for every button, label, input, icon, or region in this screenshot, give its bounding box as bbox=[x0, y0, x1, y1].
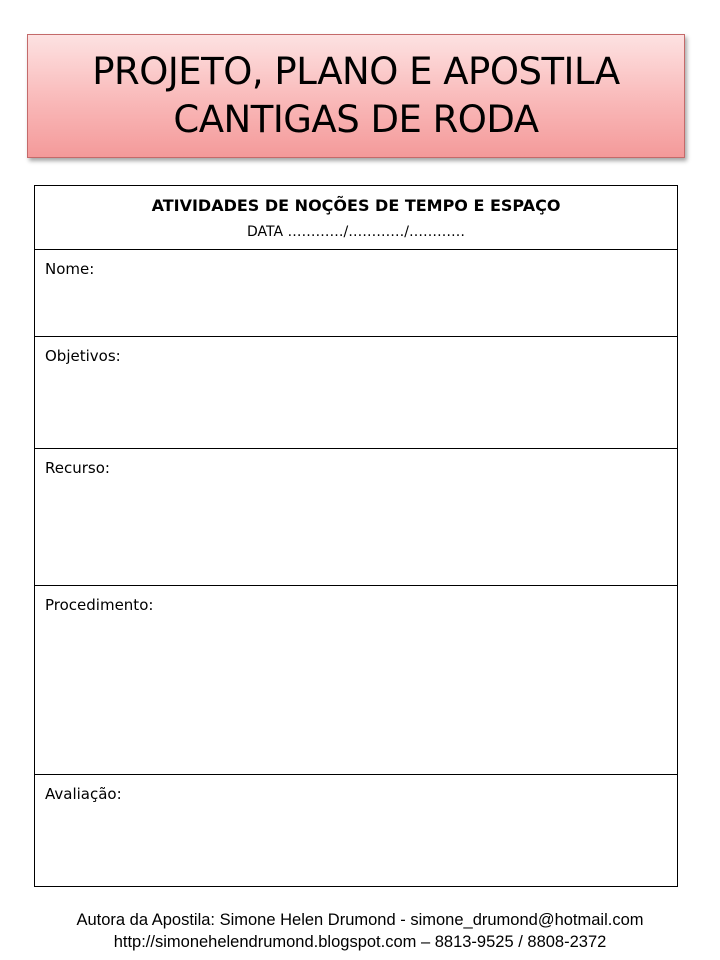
footer-author-line: Autora da Apostila: Simone Helen Drumond - simone_drumond@hotmail.com bbox=[76, 911, 644, 929]
title-banner bbox=[27, 34, 685, 158]
field-label-nome: Nome: bbox=[45, 260, 95, 278]
field-label-procedimento: Procedimento: bbox=[45, 596, 154, 614]
title-line-2: CANTIGAS DE RODA bbox=[173, 98, 539, 141]
field-label-recurso: Recurso: bbox=[45, 459, 110, 477]
footer-contact-line: http://simonehelendrumond.blogspot.com – 8813-9525 / 8808-2372 bbox=[113, 933, 607, 951]
field-label-objetivos: Objetivos: bbox=[45, 347, 121, 365]
field-row-recurso bbox=[35, 449, 677, 586]
author-footer bbox=[0, 909, 720, 953]
field-row-objetivos bbox=[35, 337, 677, 449]
field-label-avaliacao: Avaliação: bbox=[45, 785, 122, 803]
form-heading: ATIVIDADES DE NOÇÕES DE TEMPO E ESPAÇO bbox=[151, 196, 561, 215]
title-line-1: PROJETO, PLANO E APOSTILA bbox=[92, 50, 620, 93]
field-row-procedimento bbox=[35, 586, 677, 775]
field-row-avaliacao bbox=[35, 775, 677, 886]
form-header bbox=[35, 186, 677, 250]
field-row-nome bbox=[35, 250, 677, 337]
activity-form bbox=[34, 185, 678, 887]
date-field: DATA …………/…………/………… bbox=[247, 224, 465, 240]
